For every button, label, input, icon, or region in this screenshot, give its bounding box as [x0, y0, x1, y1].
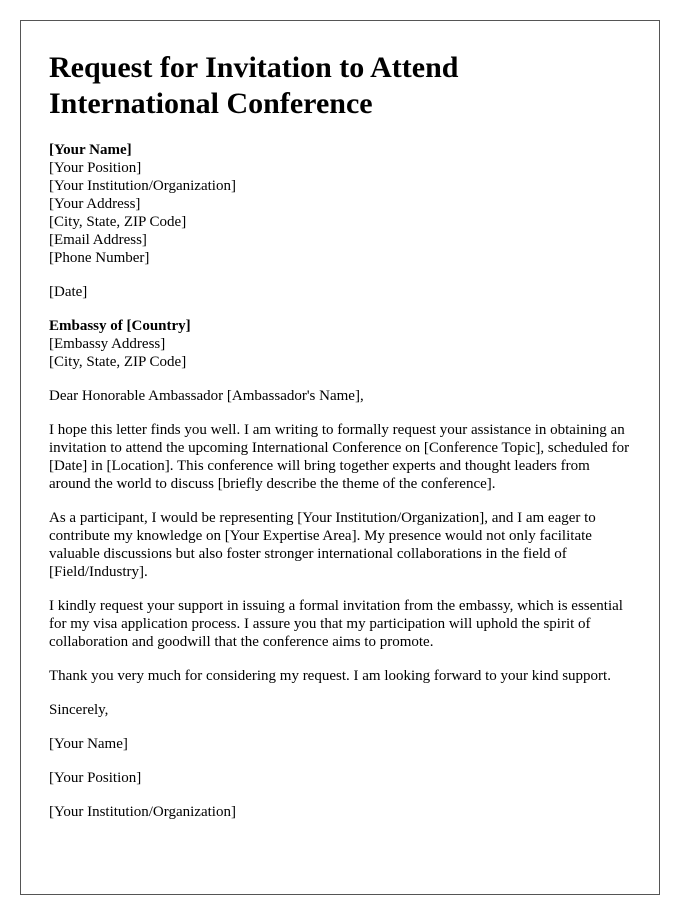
sender-name: [Your Name]	[49, 142, 132, 158]
sender-city-state-zip: [City, State, ZIP Code]	[49, 214, 187, 230]
recipient-city-state-zip: [City, State, ZIP Code]	[49, 354, 187, 370]
signature-institution: [Your Institution/Organization]	[49, 804, 236, 820]
sender-address: [Your Address]	[49, 196, 141, 212]
letter-date: [Date]	[49, 284, 88, 300]
sender-block	[49, 141, 631, 267]
closing: Sincerely,	[49, 702, 109, 718]
sender-position: [Your Position]	[49, 160, 142, 176]
sender-email: [Email Address]	[49, 232, 147, 248]
sender-phone: [Phone Number]	[49, 250, 150, 266]
body-paragraph-4: Thank you very much for considering my request. I am looking forward to your kind support.	[49, 668, 611, 684]
letter-page	[20, 20, 660, 895]
recipient-address: [Embassy Address]	[49, 336, 166, 352]
signature-position: [Your Position]	[49, 770, 142, 786]
body-paragraph-2: As a participant, I would be representing [Your Institution/Organization], and I am eager to contribute my knowledge on [Your Expertise Area]. My presence would not only facilitate valuable discussions but also foster stronger international collaborations in the field of [Field/Industry].	[49, 510, 596, 580]
letter-title: Request for Invitation to Attend International Conference	[49, 51, 459, 120]
salutation: Dear Honorable Ambassador [Ambassador's Name],	[49, 388, 364, 404]
signature-name: [Your Name]	[49, 736, 128, 752]
sender-institution: [Your Institution/Organization]	[49, 178, 236, 194]
body-paragraph-3: I kindly request your support in issuing a formal invitation from the embassy, which is essential for my visa application process. I assure you that my participation will uphold the spirit of collaboration and goodwill that the conference aims to promote.	[49, 598, 623, 650]
recipient-name: Embassy of [Country]	[49, 318, 191, 334]
recipient-block	[49, 317, 631, 371]
body-paragraph-1: I hope this letter finds you well. I am writing to formally request your assistance in obtaining an invitation to attend the upcoming International Conference on [Conference Topic], scheduled for [Date] in [Location]. This conference will bring together experts and thought leaders from around the world to discuss [briefly describe the theme of the conference].	[49, 422, 630, 492]
